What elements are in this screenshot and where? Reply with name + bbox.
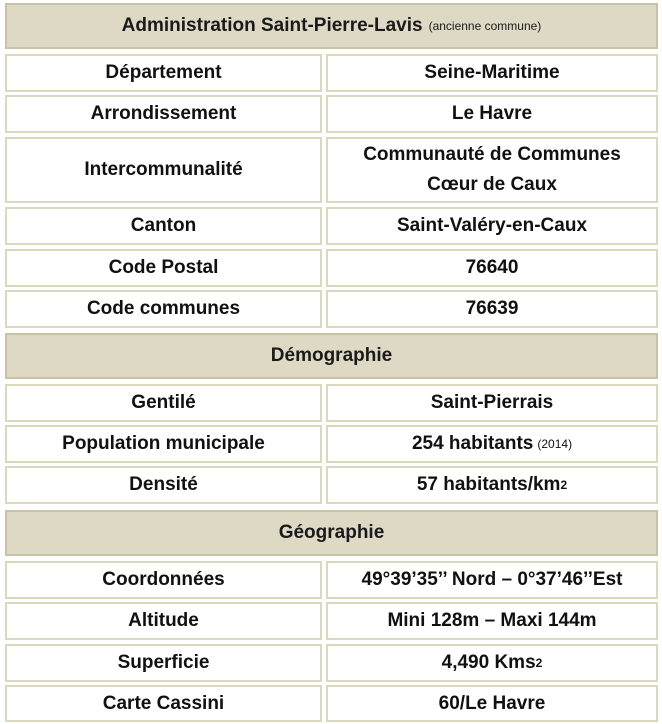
section-geographie [5,510,658,556]
canton-label: Canton [5,207,322,245]
code-postal-label: Code Postal [5,249,322,287]
departement-label: Département [5,54,322,92]
arrondissement-label: Arrondissement [5,95,322,133]
densite-value: 57 habitants/km 2 [326,466,658,504]
altitude-value: Mini 128m – Maxi 144m [326,602,658,640]
code-communes-value: 76639 [326,290,658,328]
densite-label: Densité [5,466,322,504]
departement-value: Seine-Maritime [326,54,658,92]
population-label: Population municipale [5,425,322,463]
gentile-label: Gentilé [5,384,322,422]
section-demographie [5,333,658,379]
carte-cassini-label: Carte Cassini [5,685,322,722]
population-value-text: 254 habitants [411,433,534,454]
coordonnees-value: 49°39’35’’ Nord – 0°37’46’’Est [326,561,658,599]
section-geographie-title: Géographie [278,522,385,543]
carte-cassini-value: 60/Le Havre [326,685,658,722]
superficie-label: Superficie [5,644,322,682]
intercommunalite-label: Intercommunalité [5,137,322,203]
table-title [5,3,658,49]
arrondissement-value: Le Havre [326,95,658,133]
population-year-note: (2014) [537,437,573,451]
densite-value-text: 57 habitants/km [416,474,561,495]
title-note: (ancienne commune) [428,19,542,33]
coordonnees-label: Coordonnées [5,561,322,599]
population-value [326,425,658,463]
code-communes-label: Code communes [5,290,322,328]
title-main: Administration Saint-Pierre-Lavis [121,15,423,36]
superficie-value: 4,490 Kms 2 [326,644,658,682]
intercommunalite-value-line1: Communauté de Communes [363,144,621,165]
superficie-value-text: 4,490 Kms [441,652,536,673]
altitude-label: Altitude [5,602,322,640]
canton-value: Saint-Valéry-en-Caux [326,207,658,245]
intercommunalite-value [326,137,658,203]
intercommunalite-value-line2: Cœur de Caux [427,174,557,195]
section-demographie-title: Démographie [270,345,393,366]
code-postal-value: 76640 [326,249,658,287]
gentile-value: Saint-Pierrais [326,384,658,422]
